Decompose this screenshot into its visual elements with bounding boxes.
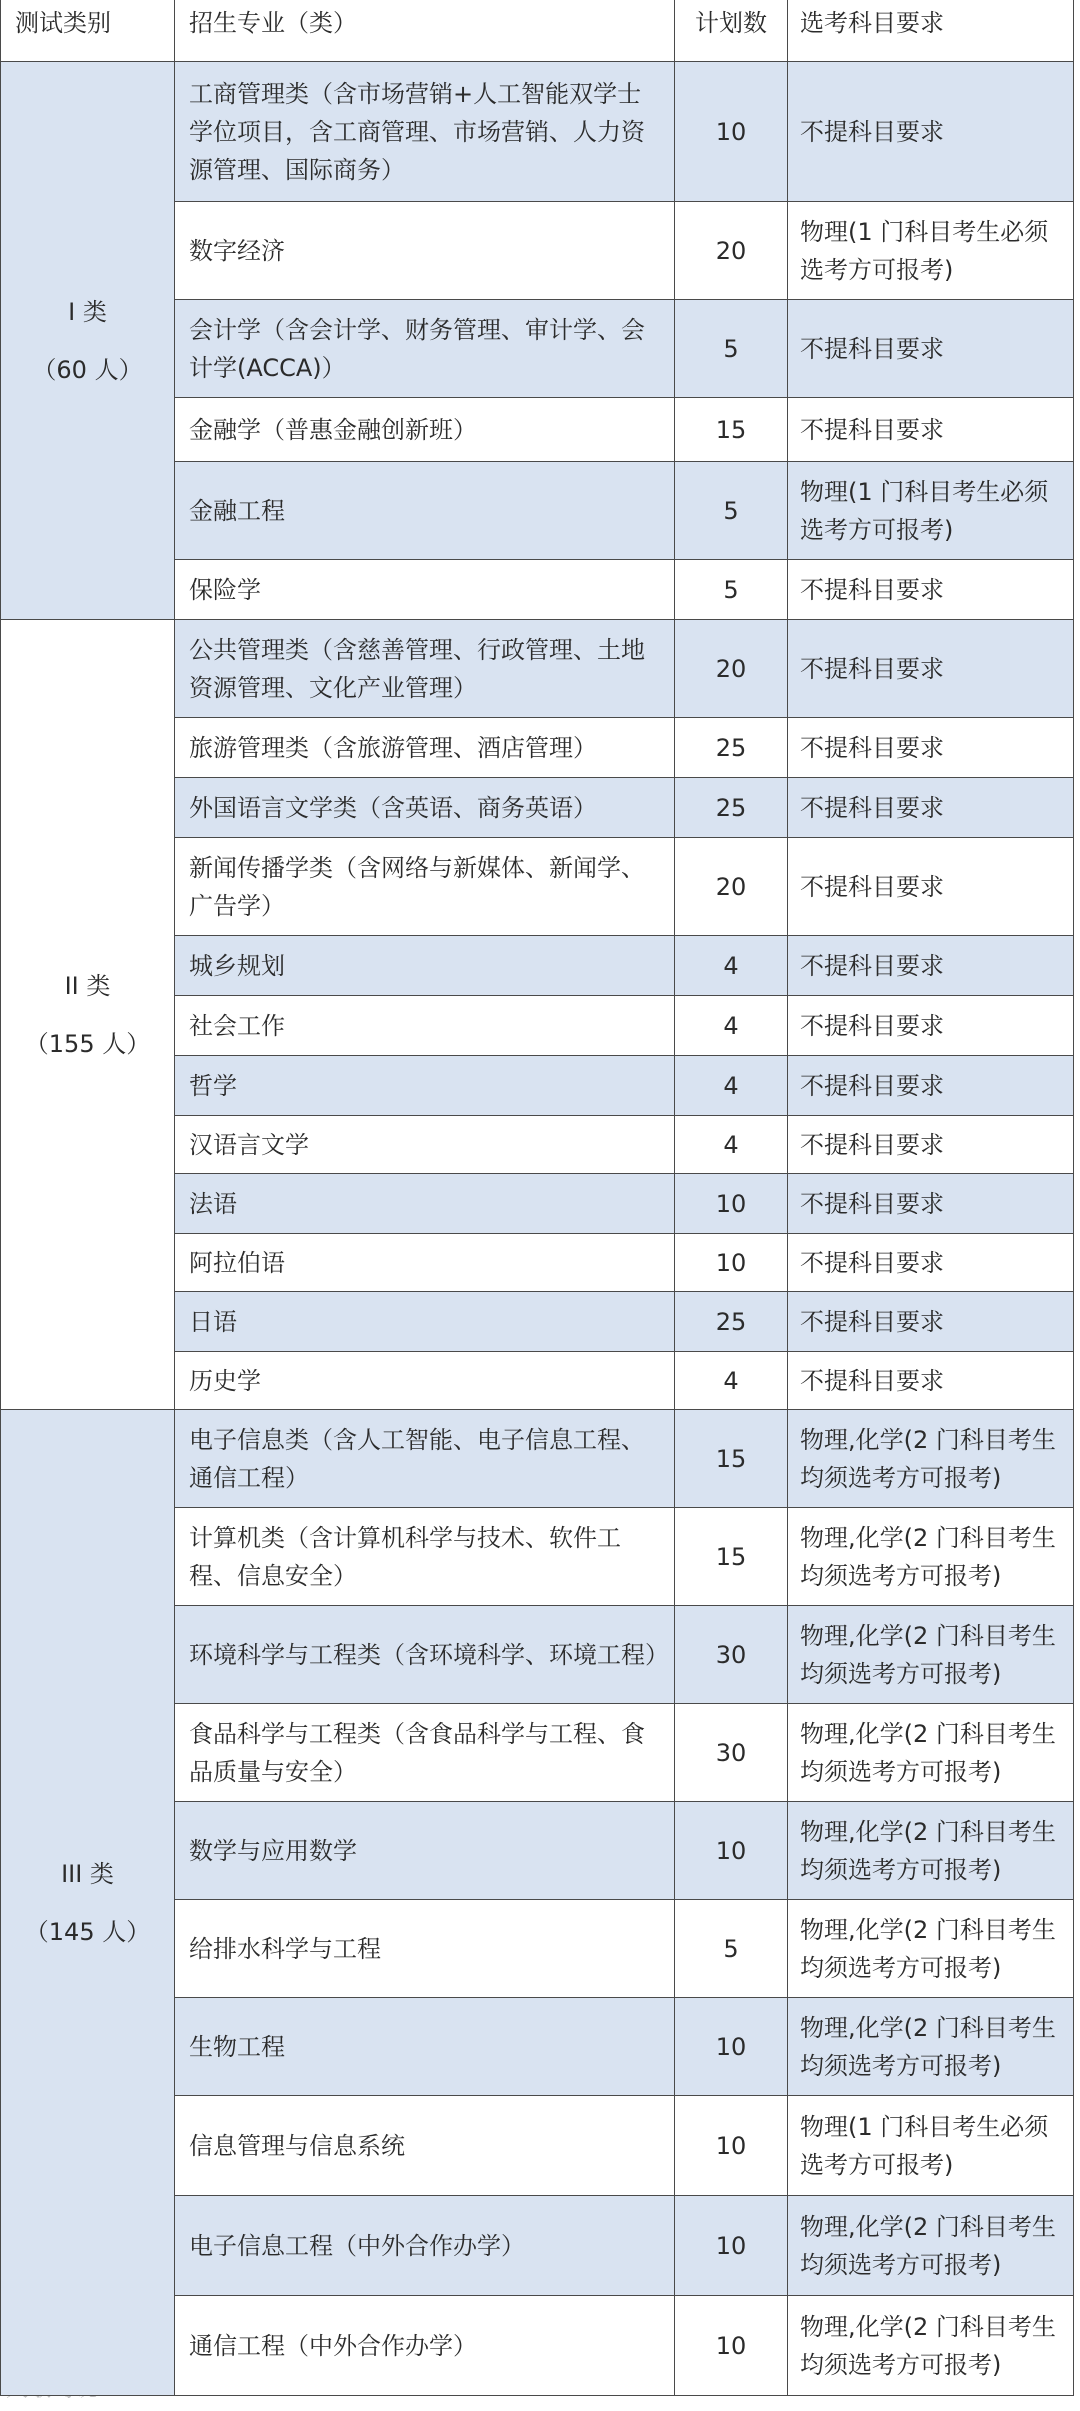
major-cell xyxy=(175,2296,675,2396)
major-cell xyxy=(175,1174,675,1234)
major-cell xyxy=(175,1292,675,1352)
requirement-cell xyxy=(788,1056,1074,1116)
requirement-cell xyxy=(788,838,1074,936)
major-name: 会计学（含会计学、财务管理、审计学、会计学(ACCA)） xyxy=(189,315,645,382)
major-cell xyxy=(175,1116,675,1174)
requirement-cell xyxy=(788,1508,1074,1606)
requirement-text: 不提科目要求 xyxy=(800,1248,944,1277)
requirement-text: 物理,化学(2 门科目考生均须选考方可报考) xyxy=(800,1915,1056,1982)
major-name: 金融学（普惠金融创新班） xyxy=(189,415,477,444)
requirement-cell xyxy=(788,1352,1074,1410)
major-cell xyxy=(175,1998,675,2096)
major-name: 汉语言文学 xyxy=(189,1130,309,1159)
major-name: 保险学 xyxy=(189,575,261,604)
major-name: 食品科学与工程类（含食品科学与工程、食品质量与安全） xyxy=(189,1719,645,1786)
requirement-cell xyxy=(788,202,1074,300)
category-count: （155 人） xyxy=(24,1029,151,1058)
major-cell xyxy=(175,1410,675,1508)
quota-cell: 30 xyxy=(675,1606,788,1704)
quota-cell: 10 xyxy=(675,1234,788,1292)
requirement-text: 不提科目要求 xyxy=(800,872,944,901)
requirement-text: 物理,化学(2 门科目考生均须选考方可报考) xyxy=(800,1719,1056,1786)
major-name: 阿拉伯语 xyxy=(189,1248,285,1277)
major-cell xyxy=(175,2196,675,2296)
requirement-text: 物理(1 门科目考生必须选考方可报考) xyxy=(800,477,1049,544)
requirement-cell xyxy=(788,2096,1074,2196)
quota-cell: 20 xyxy=(675,202,788,300)
major-cell xyxy=(175,1056,675,1116)
requirement-cell xyxy=(788,936,1074,996)
major-name: 通信工程（中外合作办学） xyxy=(189,2331,477,2360)
major-name: 给排水科学与工程 xyxy=(189,1934,381,1963)
requirement-text: 不提科目要求 xyxy=(800,733,944,762)
quota-cell: 10 xyxy=(675,2096,788,2196)
major-name: 旅游管理类（含旅游管理、酒店管理） xyxy=(189,733,597,762)
quota-cell: 4 xyxy=(675,996,788,1056)
quota-cell: 5 xyxy=(675,560,788,620)
requirement-text: 不提科目要求 xyxy=(800,1189,944,1218)
quota-cell: 5 xyxy=(675,300,788,398)
major-name: 外国语言文学类（含英语、商务英语） xyxy=(189,793,597,822)
requirement-cell xyxy=(788,1900,1074,1998)
requirement-text: 物理,化学(2 门科目考生均须选考方可报考) xyxy=(800,1817,1056,1884)
major-cell xyxy=(175,778,675,838)
requirement-text: 不提科目要求 xyxy=(800,654,944,683)
major-name: 法语 xyxy=(189,1189,237,1218)
table-header xyxy=(0,0,1080,62)
requirement-text: 不提科目要求 xyxy=(800,793,944,822)
quota-cell: 5 xyxy=(675,462,788,560)
major-name: 环境科学与工程类（含环境科学、环境工程） xyxy=(189,1640,669,1669)
quota-cell: 4 xyxy=(675,1352,788,1410)
requirement-text: 不提科目要求 xyxy=(800,1071,944,1100)
major-cell xyxy=(175,1508,675,1606)
header-major: 招生专业（类） xyxy=(175,0,675,62)
requirement-text: 不提科目要求 xyxy=(800,1307,944,1336)
major-cell xyxy=(175,1606,675,1704)
quota-cell: 15 xyxy=(675,398,788,462)
quota-cell: 15 xyxy=(675,1508,788,1606)
major-cell xyxy=(175,996,675,1056)
requirement-text: 物理,化学(2 门科目考生均须选考方可报考) xyxy=(800,1523,1056,1590)
requirement-text: 物理(1 门科目考生必须选考方可报考) xyxy=(800,2112,1049,2179)
major-name: 历史学 xyxy=(189,1366,261,1395)
requirement-text: 物理,化学(2 门科目考生均须选考方可报考) xyxy=(800,2013,1056,2080)
requirement-cell xyxy=(788,1606,1074,1704)
major-cell xyxy=(175,718,675,778)
major-cell xyxy=(175,838,675,936)
requirement-text: 物理,化学(2 门科目考生均须选考方可报考) xyxy=(800,2212,1056,2279)
requirement-text: 物理,化学(2 门科目考生均须选考方可报考) xyxy=(800,2312,1056,2379)
major-cell xyxy=(175,1352,675,1410)
major-name: 数字经济 xyxy=(189,236,285,265)
quota-cell: 10 xyxy=(675,1174,788,1234)
quota-cell: 10 xyxy=(675,2296,788,2396)
requirement-text: 不提科目要求 xyxy=(800,1366,944,1395)
quota-cell: 10 xyxy=(675,1802,788,1900)
header-category: 测试类别 xyxy=(0,0,175,62)
requirement-cell xyxy=(788,462,1074,560)
major-cell xyxy=(175,62,675,202)
requirement-cell xyxy=(788,620,1074,718)
major-name: 社会工作 xyxy=(189,1011,285,1040)
requirement-cell xyxy=(788,1704,1074,1802)
requirement-cell xyxy=(788,2296,1074,2396)
category-count: （60 人） xyxy=(32,355,143,384)
quota-cell: 10 xyxy=(675,1998,788,2096)
major-name: 日语 xyxy=(189,1307,237,1336)
major-name: 城乡规划 xyxy=(189,951,285,980)
major-cell xyxy=(175,462,675,560)
requirement-cell xyxy=(788,1116,1074,1174)
requirement-text: 不提科目要求 xyxy=(800,334,944,363)
quota-cell: 4 xyxy=(675,1116,788,1174)
category-count: （145 人） xyxy=(24,1917,151,1946)
major-cell xyxy=(175,560,675,620)
requirement-cell xyxy=(788,996,1074,1056)
major-cell xyxy=(175,1802,675,1900)
header-quota: 计划数 xyxy=(675,0,788,62)
category-group-2 xyxy=(0,620,175,1410)
category-name: II 类 xyxy=(64,971,111,1000)
requirement-cell xyxy=(788,300,1074,398)
major-name: 公共管理类（含慈善管理、行政管理、土地资源管理、文化产业管理） xyxy=(189,635,645,702)
major-name: 工商管理类（含市场营销+人工智能双学士学位项目，含工商管理、市场营销、人力资源管理、国际商务） xyxy=(189,79,645,184)
requirement-cell xyxy=(788,1292,1074,1352)
requirement-text: 物理(1 门科目考生必须选考方可报考) xyxy=(800,217,1049,284)
quota-cell: 15 xyxy=(675,1410,788,1508)
header-requirement: 选考科目要求 xyxy=(788,0,1074,62)
requirement-text: 不提科目要求 xyxy=(800,415,944,444)
major-cell xyxy=(175,1900,675,1998)
requirement-cell xyxy=(788,718,1074,778)
major-name: 计算机类（含计算机科学与技术、软件工程、信息安全） xyxy=(189,1523,621,1590)
requirement-cell xyxy=(788,398,1074,462)
requirement-text: 物理,化学(2 门科目考生均须选考方可报考) xyxy=(800,1425,1056,1492)
major-name: 电子信息工程（中外合作办学） xyxy=(189,2231,525,2260)
major-cell xyxy=(175,620,675,718)
requirement-text: 物理,化学(2 门科目考生均须选考方可报考) xyxy=(800,1621,1056,1688)
requirement-cell xyxy=(788,1234,1074,1292)
requirement-cell xyxy=(788,2196,1074,2296)
category-group-1 xyxy=(0,62,175,620)
major-name: 金融工程 xyxy=(189,496,285,525)
quota-cell: 20 xyxy=(675,620,788,718)
quota-cell: 10 xyxy=(675,62,788,202)
quota-cell: 25 xyxy=(675,718,788,778)
requirement-text: 不提科目要求 xyxy=(800,117,944,146)
requirement-cell xyxy=(788,62,1074,202)
quota-cell: 25 xyxy=(675,1292,788,1352)
quota-cell: 4 xyxy=(675,936,788,996)
quota-cell: 30 xyxy=(675,1704,788,1802)
requirement-text: 不提科目要求 xyxy=(800,575,944,604)
major-name: 数学与应用数学 xyxy=(189,1836,357,1865)
requirement-cell xyxy=(788,1174,1074,1234)
major-cell xyxy=(175,936,675,996)
quota-cell: 10 xyxy=(675,2196,788,2296)
category-name: III 类 xyxy=(61,1859,114,1888)
quota-cell: 25 xyxy=(675,778,788,838)
major-name: 哲学 xyxy=(189,1071,237,1100)
requirement-cell xyxy=(788,560,1074,620)
major-name: 新闻传播学类（含网络与新媒体、新闻学、广告学） xyxy=(189,853,645,920)
major-cell xyxy=(175,202,675,300)
category-group-3 xyxy=(0,1410,175,2396)
quota-cell: 5 xyxy=(675,1900,788,1998)
requirement-cell xyxy=(788,1410,1074,1508)
quota-cell: 4 xyxy=(675,1056,788,1116)
quota-cell: 20 xyxy=(675,838,788,936)
major-cell xyxy=(175,1704,675,1802)
major-cell xyxy=(175,300,675,398)
major-name: 信息管理与信息系统 xyxy=(189,2131,405,2160)
major-cell xyxy=(175,1234,675,1292)
category-name: I 类 xyxy=(68,297,107,326)
requirement-text: 不提科目要求 xyxy=(800,1011,944,1040)
major-name: 生物工程 xyxy=(189,2032,285,2061)
requirement-cell xyxy=(788,1998,1074,2096)
major-cell xyxy=(175,2096,675,2196)
requirement-text: 不提科目要求 xyxy=(800,1130,944,1159)
requirement-text: 不提科目要求 xyxy=(800,951,944,980)
major-cell xyxy=(175,398,675,462)
major-name: 电子信息类（含人工智能、电子信息工程、通信工程） xyxy=(189,1425,645,1492)
requirement-cell xyxy=(788,778,1074,838)
requirement-cell xyxy=(788,1802,1074,1900)
